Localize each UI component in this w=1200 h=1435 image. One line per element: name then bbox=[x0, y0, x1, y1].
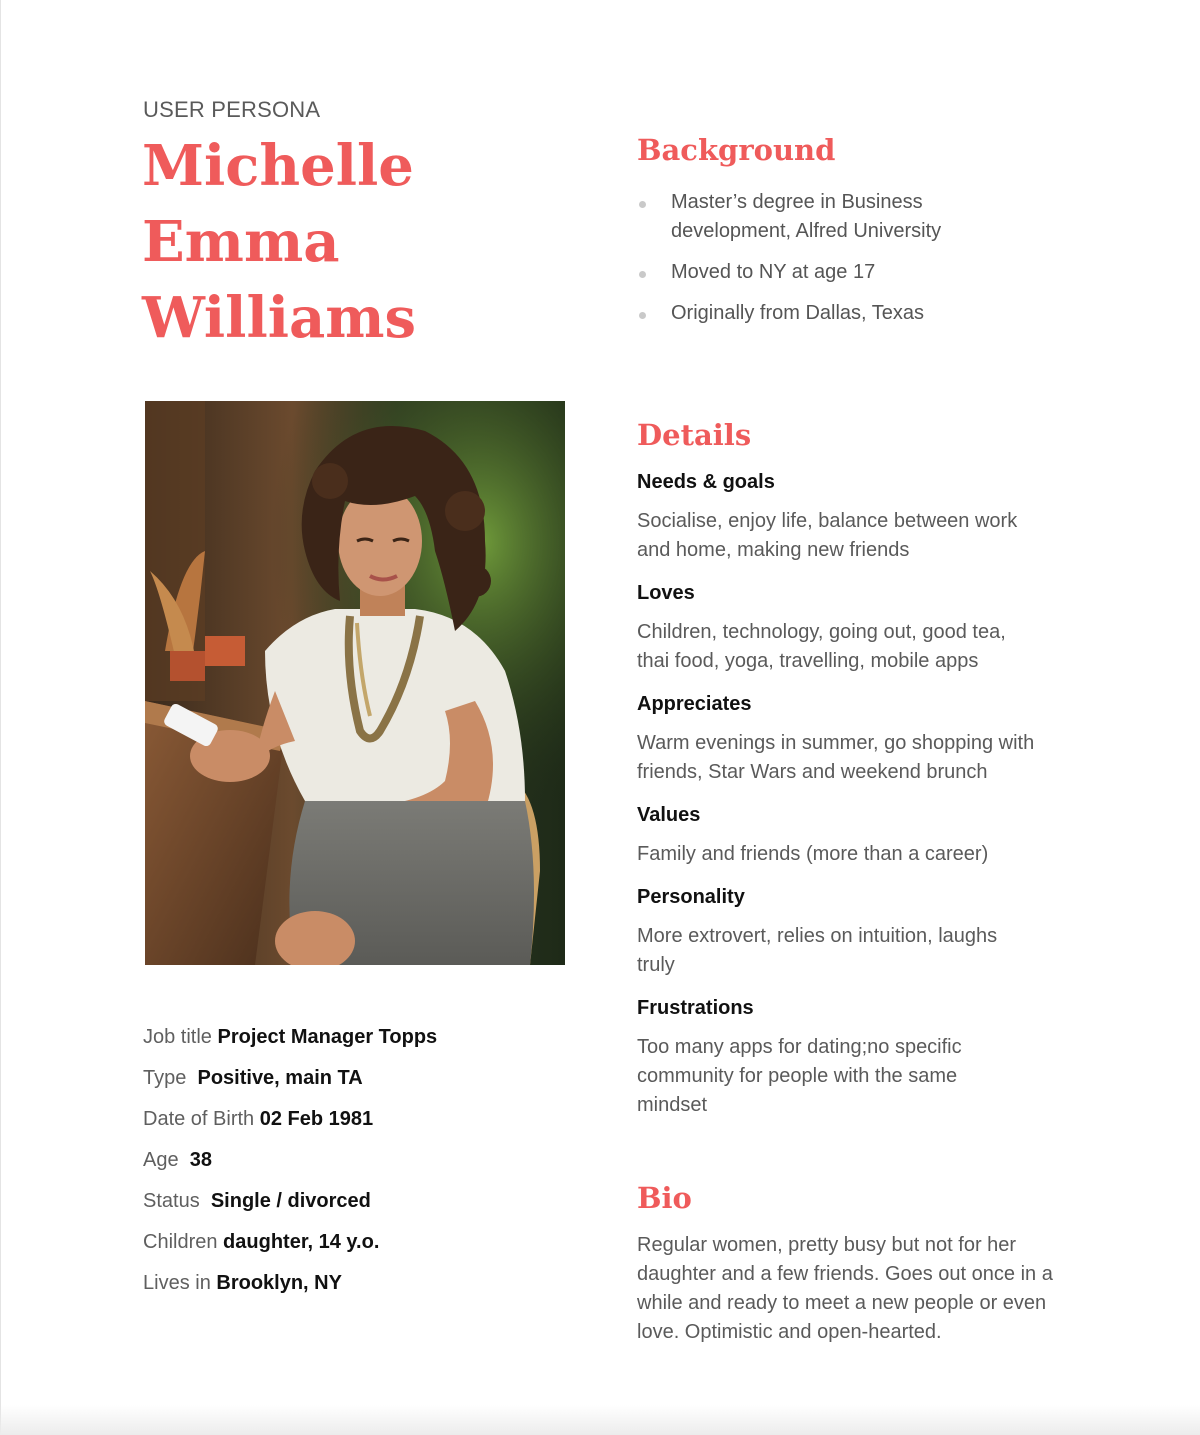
background-item: Moved to NY at age 17 bbox=[637, 258, 1067, 287]
background-list bbox=[637, 188, 1067, 328]
fact-label: Age bbox=[143, 1149, 179, 1171]
fact-value: daughter, 14 y.o. bbox=[223, 1231, 380, 1253]
fact-value: 38 bbox=[189, 1149, 212, 1171]
name-line-middle: Emma bbox=[142, 209, 340, 275]
detail-text-appreciates: Warm evenings in summer, go shopping with friends, Star Wars and weekend brunch bbox=[637, 732, 1035, 783]
fact-children bbox=[143, 1222, 437, 1263]
background-title: Background bbox=[637, 133, 836, 167]
details-section bbox=[637, 418, 1067, 1120]
details-list bbox=[637, 470, 1067, 1120]
detail-text-needs-goals: Socialise, enjoy life, balance between work and home, making new friends bbox=[637, 510, 1018, 561]
fact-lives-in bbox=[143, 1263, 437, 1304]
detail-text-loves: Children, technology, going out, good tea, thai food, yoga, travelling, mobile apps bbox=[637, 621, 1006, 672]
persona-eyebrow: USER PERSONA bbox=[143, 97, 321, 122]
persona-name bbox=[142, 128, 562, 356]
background-item: Master’s degree in Business development, Alfred University bbox=[637, 188, 1007, 246]
fact-value: Brooklyn, NY bbox=[216, 1272, 342, 1294]
detail-label-personality: Personality bbox=[637, 886, 745, 908]
background-item: Originally from Dallas, Texas bbox=[637, 299, 1067, 328]
background-section bbox=[637, 133, 1067, 328]
fact-value: Positive, main TA bbox=[197, 1067, 363, 1089]
fact-value: Project Manager Topps bbox=[217, 1026, 438, 1048]
detail-text-values: Family and friends (more than a career) bbox=[637, 843, 989, 865]
fact-type bbox=[143, 1058, 437, 1099]
bio-section bbox=[637, 1181, 1067, 1347]
fact-value: 02 Feb 1981 bbox=[259, 1108, 374, 1130]
detail-text-personality: More extrovert, relies on intuition, laughs truly bbox=[637, 925, 998, 976]
page-bottom-shadow bbox=[0, 1405, 1200, 1435]
fact-job-title bbox=[143, 1017, 437, 1058]
persona-photo bbox=[145, 401, 565, 965]
detail-label-values: Values bbox=[637, 804, 701, 826]
bio-title: Bio bbox=[637, 1181, 692, 1215]
name-line-last: Williams bbox=[142, 285, 417, 351]
fact-label: Date of Birth bbox=[143, 1108, 255, 1130]
fact-date-of-birth bbox=[143, 1099, 437, 1140]
persona-facts bbox=[143, 1017, 437, 1304]
fact-label: Job title bbox=[143, 1026, 212, 1048]
detail-label-appreciates: Appreciates bbox=[637, 693, 752, 715]
fact-label: Type bbox=[143, 1067, 187, 1089]
page-edge-divider bbox=[0, 0, 1, 1435]
name-line-first: Michelle bbox=[142, 133, 414, 199]
fact-label: Status bbox=[143, 1190, 200, 1212]
fact-age bbox=[143, 1140, 437, 1181]
fact-status bbox=[143, 1181, 437, 1222]
detail-label-needs-goals: Needs & goals bbox=[637, 471, 775, 493]
fact-label: Lives in bbox=[143, 1272, 211, 1294]
fact-value: Single / divorced bbox=[210, 1190, 371, 1212]
detail-label-frustrations: Frustrations bbox=[637, 997, 754, 1019]
detail-text-frustrations: Too many apps for dating;no specific community for people with the same mindset bbox=[637, 1036, 962, 1116]
detail-label-loves: Loves bbox=[637, 582, 695, 604]
bio-text: Regular women, pretty busy but not for her daughter and a few friends. Goes out once in a while and ready to meet a new people or even love. Optimistic and open-hearted. bbox=[637, 1234, 1053, 1343]
details-title: Details bbox=[637, 418, 752, 452]
fact-label: Children bbox=[143, 1231, 218, 1253]
